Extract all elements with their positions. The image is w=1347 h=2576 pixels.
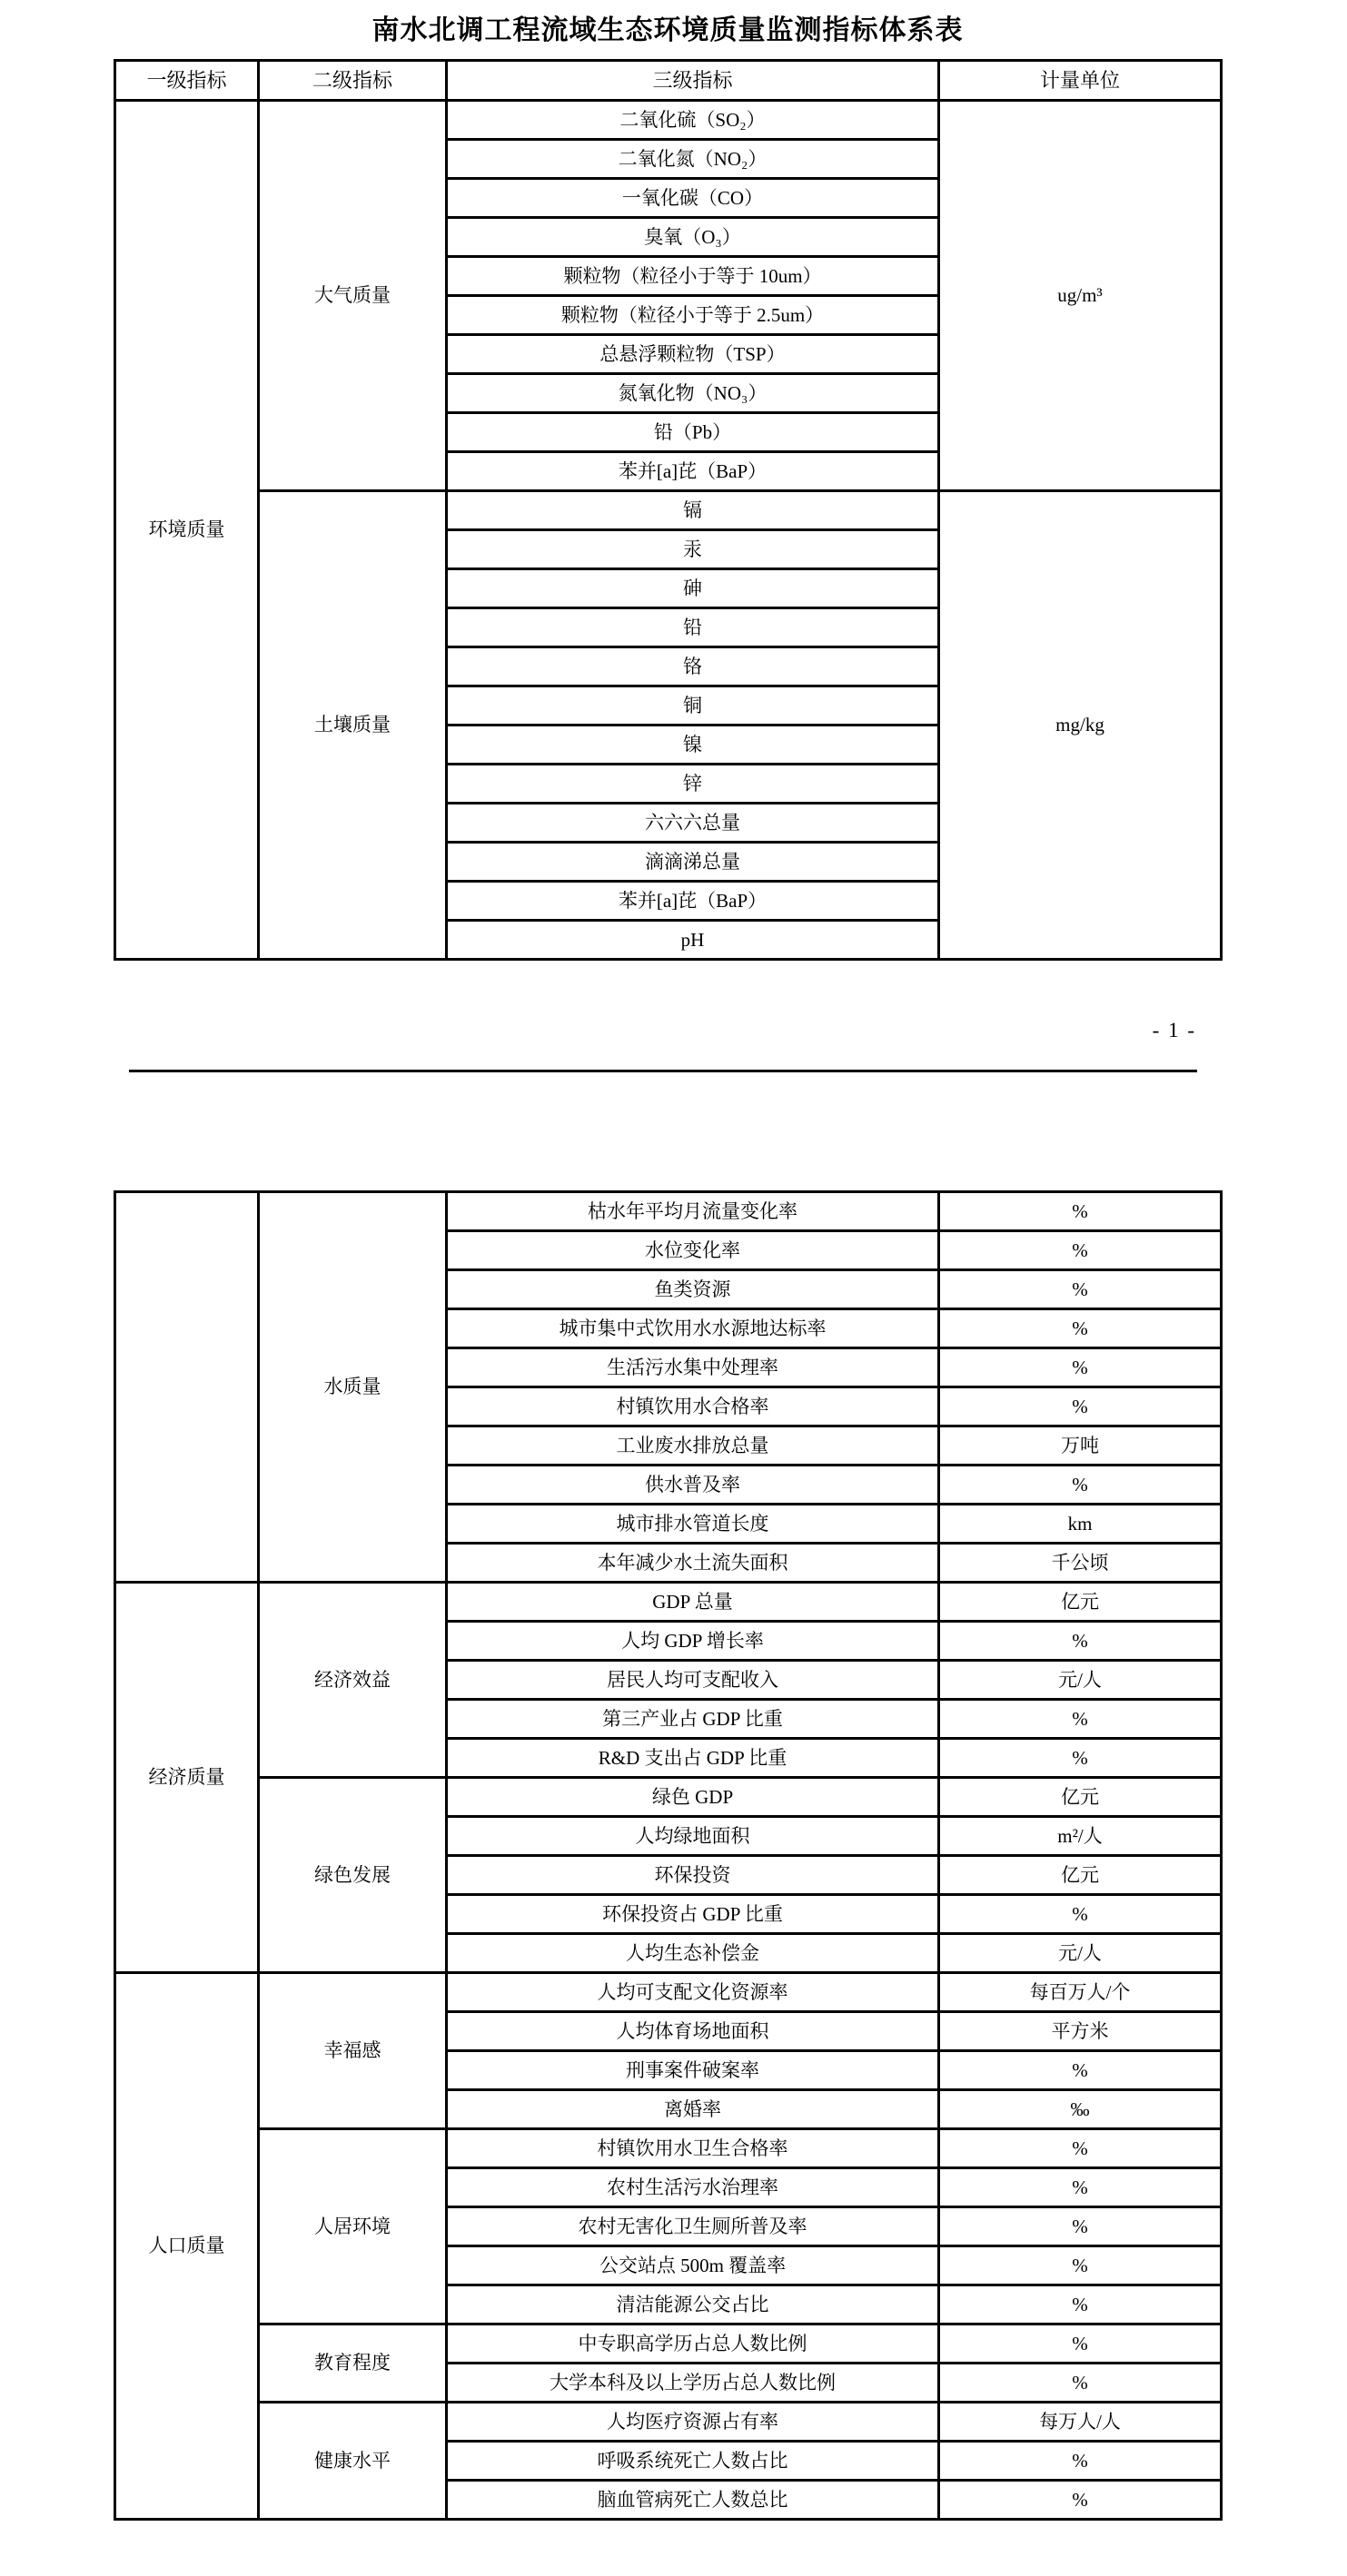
indicator-cell: 颗粒物（粒径小于等于 2.5um） xyxy=(447,296,939,335)
indicator-cell: 铅 xyxy=(447,608,939,647)
table-row xyxy=(115,101,1222,140)
indicator-cell: 人均绿地面积 xyxy=(447,1817,939,1856)
indicator-cell: 环保投资 xyxy=(447,1856,939,1895)
indicator-cell: 苯并[a]芘（BaP） xyxy=(447,882,939,921)
indicator-cell: 工业废水排放总量 xyxy=(447,1426,939,1466)
indicator-cell: 绿色 GDP xyxy=(447,1778,939,1817)
unit-cell: ‰ xyxy=(939,2090,1222,2129)
level2-cell: 幸福感 xyxy=(259,1973,447,2129)
table-row xyxy=(115,2129,1222,2168)
table-row xyxy=(115,2403,1222,2442)
unit-cell: % xyxy=(939,2168,1222,2207)
indicator-cell: 本年减少水土流失面积 xyxy=(447,1544,939,1583)
level1-cell xyxy=(115,1192,259,1583)
indicator-cell: 离婚率 xyxy=(447,2090,939,2129)
indicator-cell: 人均可支配文化资源率 xyxy=(447,1973,939,2012)
indicator-cell: 第三产业占 GDP 比重 xyxy=(447,1700,939,1739)
table-row xyxy=(115,1973,1222,2012)
indicator-cell: 枯水年平均月流量变化率 xyxy=(447,1192,939,1231)
indicator-cell: 镍 xyxy=(447,725,939,765)
indicator-cell: 颗粒物（粒径小于等于 10um） xyxy=(447,257,939,296)
indicator-cell: 水位变化率 xyxy=(447,1231,939,1270)
unit-cell: 万吨 xyxy=(939,1426,1222,1466)
unit-cell: m²/人 xyxy=(939,1817,1222,1856)
table-body xyxy=(115,1192,1222,2520)
unit-cell: % xyxy=(939,1739,1222,1778)
unit-cell: 平方米 xyxy=(939,2012,1222,2051)
table-body xyxy=(115,101,1222,960)
unit-cell: % xyxy=(939,1270,1222,1309)
indicator-cell: 镉 xyxy=(447,491,939,530)
unit-cell: km xyxy=(939,1505,1222,1544)
indicator-cell: 生活污水集中处理率 xyxy=(447,1348,939,1387)
document-title: 南水北调工程流域生态环境质量监测指标体系表 xyxy=(371,15,964,45)
unit-cell: 亿元 xyxy=(939,1778,1222,1817)
indicator-cell: 村镇饮用水合格率 xyxy=(447,1387,939,1426)
indicator-cell: 臭氧（O₃） xyxy=(447,218,939,257)
level2-cell: 大气质量 xyxy=(259,101,447,491)
indicator-cell: 中专职高学历占总人数比例 xyxy=(447,2324,939,2364)
indicator-cell: 二氧化硫（SO₂） xyxy=(447,101,939,140)
indicator-cell: R&D 支出占 GDP 比重 xyxy=(447,1739,939,1778)
unit-cell: ug/m³ xyxy=(939,101,1222,491)
unit-cell: % xyxy=(939,1192,1222,1231)
level1-cell: 人口质量 xyxy=(115,1973,259,2520)
indicator-cell: 总悬浮颗粒物（TSP） xyxy=(447,335,939,374)
indicator-cell: 苯并[a]芘（BaP） xyxy=(447,452,939,491)
table-row xyxy=(115,1192,1222,1231)
indicator-cell: 氮氧化物（NO₃） xyxy=(447,374,939,413)
header-cell-unit: 计量单位 xyxy=(939,61,1222,101)
header-cell-level2: 二级指标 xyxy=(259,61,447,101)
indicator-cell: 锌 xyxy=(447,765,939,804)
level1-cell: 经济质量 xyxy=(115,1583,259,1973)
unit-cell: 亿元 xyxy=(939,1856,1222,1895)
indicator-cell: GDP 总量 xyxy=(447,1583,939,1622)
indicator-cell: pH xyxy=(447,921,939,960)
indicator-cell: 脑血管病死亡人数总比 xyxy=(447,2481,939,2520)
indicator-cell: 刑事案件破案率 xyxy=(447,2051,939,2090)
unit-cell: % xyxy=(939,2364,1222,2403)
level1-cell: 环境质量 xyxy=(115,101,259,960)
unit-cell: % xyxy=(939,1466,1222,1505)
unit-cell: 亿元 xyxy=(939,1583,1222,1622)
unit-cell: % xyxy=(939,2442,1222,2481)
indicator-cell: 城市集中式饮用水水源地达标率 xyxy=(447,1309,939,1348)
indicator-cell: 一氧化碳（CO） xyxy=(447,179,939,218)
indicator-cell: 农村生活污水治理率 xyxy=(447,2168,939,2207)
indicator-cell: 呼吸系统死亡人数占比 xyxy=(447,2442,939,2481)
unit-cell: % xyxy=(939,2285,1222,2324)
indicator-cell: 人均生态补偿金 xyxy=(447,1934,939,1973)
page-number: - 1 - xyxy=(1152,1019,1196,1041)
level2-cell: 绿色发展 xyxy=(259,1778,447,1973)
indicator-cell: 人均 GDP 增长率 xyxy=(447,1622,939,1661)
unit-cell: % xyxy=(939,1348,1222,1387)
unit-cell: mg/kg xyxy=(939,491,1222,960)
unit-cell: % xyxy=(939,1387,1222,1426)
unit-cell: % xyxy=(939,1622,1222,1661)
unit-cell: 元/人 xyxy=(939,1661,1222,1700)
level2-cell: 土壤质量 xyxy=(259,491,447,960)
indicator-cell: 铜 xyxy=(447,686,939,725)
unit-cell: % xyxy=(939,2246,1222,2285)
unit-cell: 元/人 xyxy=(939,1934,1222,1973)
unit-cell: % xyxy=(939,2481,1222,2520)
unit-cell: % xyxy=(939,1700,1222,1739)
indicator-cell: 公交站点 500m 覆盖率 xyxy=(447,2246,939,2285)
indicator-cell: 砷 xyxy=(447,569,939,608)
indicator-cell: 居民人均可支配收入 xyxy=(447,1661,939,1700)
indicator-cell: 二氧化氮（NO₂） xyxy=(447,140,939,179)
unit-cell: % xyxy=(939,2129,1222,2168)
table-row xyxy=(115,1583,1222,1622)
level2-cell: 经济效益 xyxy=(259,1583,447,1778)
level2-cell: 人居环境 xyxy=(259,2129,447,2324)
unit-cell: % xyxy=(939,1895,1222,1934)
unit-cell: 每百万人/个 xyxy=(939,1973,1222,2012)
indicator-cell: 大学本科及以上学历占总人数比例 xyxy=(447,2364,939,2403)
indicator-cell: 清洁能源公交占比 xyxy=(447,2285,939,2324)
table-row xyxy=(115,1778,1222,1817)
indicator-cell: 环保投资占 GDP 比重 xyxy=(447,1895,939,1934)
unit-cell: % xyxy=(939,1309,1222,1348)
unit-cell: % xyxy=(939,2051,1222,2090)
indicator-cell: 农村无害化卫生厕所普及率 xyxy=(447,2207,939,2246)
indicator-cell: 村镇饮用水卫生合格率 xyxy=(447,2129,939,2168)
indicator-cell: 汞 xyxy=(447,530,939,569)
table-row xyxy=(115,2324,1222,2364)
table-header-row xyxy=(115,61,1222,101)
level2-cell: 健康水平 xyxy=(259,2403,447,2520)
table-row xyxy=(115,61,1222,101)
indicator-cell: 滴滴涕总量 xyxy=(447,843,939,882)
header-cell-level1: 一级指标 xyxy=(115,61,259,101)
header-cell-level3: 三级指标 xyxy=(447,61,939,101)
indicator-cell: 人均医疗资源占有率 xyxy=(447,2403,939,2442)
level2-cell: 教育程度 xyxy=(259,2324,447,2403)
indicator-cell: 鱼类资源 xyxy=(447,1270,939,1309)
indicator-table-page2 xyxy=(114,1190,1223,2521)
unit-cell: 千公顷 xyxy=(939,1544,1222,1583)
unit-cell: % xyxy=(939,2207,1222,2246)
indicator-cell: 供水普及率 xyxy=(447,1466,939,1505)
unit-cell: % xyxy=(939,1231,1222,1270)
page-divider-line xyxy=(129,1070,1197,1072)
indicator-table-page1 xyxy=(114,59,1223,961)
table-row xyxy=(115,491,1222,530)
indicator-cell: 铅（Pb） xyxy=(447,413,939,452)
level2-cell: 水质量 xyxy=(259,1192,447,1583)
indicator-cell: 城市排水管道长度 xyxy=(447,1505,939,1544)
unit-cell: 每万人/人 xyxy=(939,2403,1222,2442)
unit-cell: % xyxy=(939,2324,1222,2364)
indicator-cell: 人均体育场地面积 xyxy=(447,2012,939,2051)
indicator-cell: 铬 xyxy=(447,647,939,686)
indicator-cell: 六六六总量 xyxy=(447,804,939,843)
